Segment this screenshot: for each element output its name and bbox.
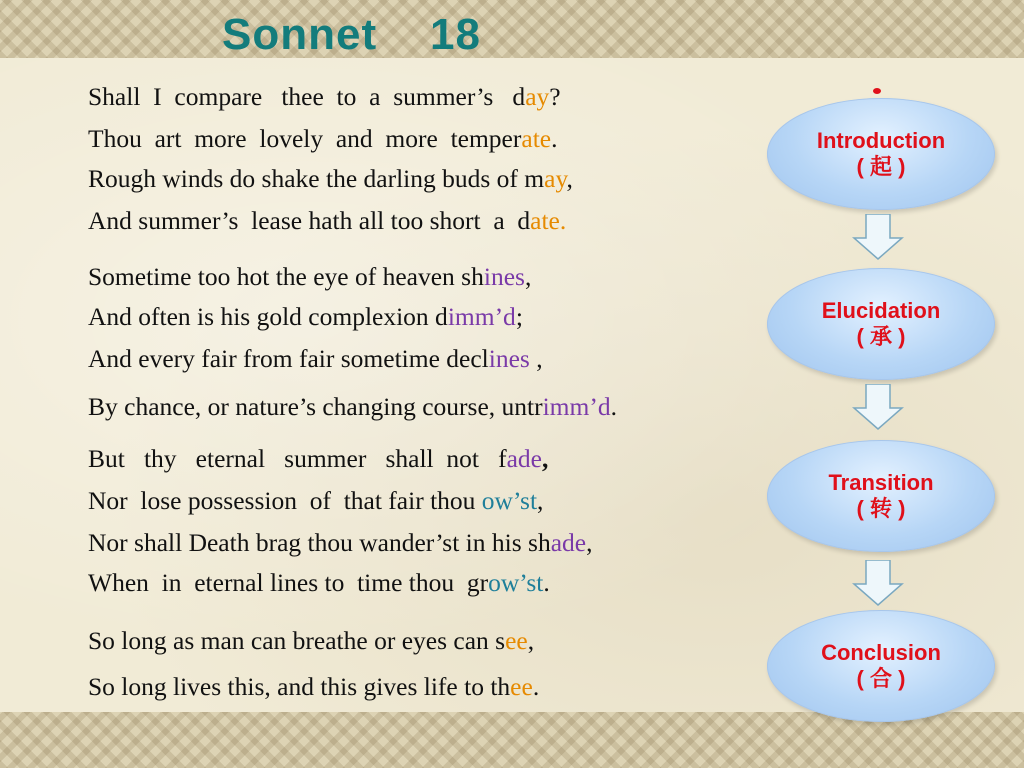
- line-segment: ,: [524, 262, 532, 291]
- line-segment: ?: [549, 82, 561, 111]
- poem-line: [88, 626, 534, 656]
- stage-transition: [767, 440, 995, 552]
- poem-line: [88, 392, 617, 422]
- rhyme-segment: ate: [521, 124, 552, 153]
- line-segment: ,: [586, 528, 593, 557]
- rhyme-segment: ow’st: [488, 568, 544, 597]
- stage-elucidation: [767, 268, 995, 380]
- line-segment: .: [610, 392, 617, 421]
- poem-line: [88, 206, 566, 236]
- stage-chinese-label: ( 承 ): [856, 324, 906, 349]
- line-segment: .: [543, 568, 550, 597]
- line-segment: When in eternal lines to time thou gr: [88, 568, 489, 597]
- poem-line: [88, 262, 531, 292]
- stage-conclusion: [767, 610, 995, 722]
- poem-line: [88, 486, 543, 516]
- slide-title: Sonnet 18: [222, 10, 481, 59]
- stage-chinese-label: ( 起 ): [856, 154, 906, 179]
- rhyme-segment: ines: [483, 262, 525, 291]
- line-segment: .: [532, 672, 540, 701]
- line-segment: So long lives this, and this gives life to th: [88, 672, 511, 701]
- line-segment: Nor lose possession of that fair thou: [88, 486, 482, 515]
- line-segment: Thou art more lovely and more temper: [88, 124, 522, 153]
- line-segment: Shall I compare thee to a summer’s d: [88, 82, 526, 111]
- line-segment: So long as man can breathe or eyes can s: [88, 626, 506, 655]
- line-segment: Sometime too hot the eye of heaven sh: [88, 262, 484, 291]
- rhyme-segment: ee: [505, 626, 528, 655]
- stage-label: Introduction: [816, 128, 946, 153]
- line-segment: ,: [529, 344, 543, 373]
- line-segment: And summer’s lease hath all too short a d: [88, 206, 531, 235]
- stage-introduction: [767, 98, 995, 210]
- decorative-top-border: [0, 0, 1024, 58]
- line-segment: ,: [527, 626, 535, 655]
- down-arrow-icon: [852, 560, 904, 606]
- line-segment: Nor shall Death brag thou wander’st in his sh: [88, 528, 551, 557]
- stage-chinese-label: ( 合 ): [856, 666, 906, 691]
- line-segment: ,: [537, 486, 544, 515]
- line-segment: ,: [566, 164, 573, 193]
- line-segment: And often is his gold complexion d: [88, 302, 448, 331]
- rhyme-segment: imm’d: [542, 392, 611, 421]
- rhyme-segment: imm’d: [447, 302, 516, 331]
- line-segment: Rough winds do shake the darling buds of m: [88, 164, 545, 193]
- rhyme-segment: ade: [506, 444, 542, 473]
- poem-line: [88, 672, 539, 702]
- stage-label: Elucidation: [821, 298, 941, 323]
- rhyme-segment: ate.: [530, 206, 567, 235]
- rhyme-segment: ay: [544, 164, 567, 193]
- stage-label: Transition: [828, 470, 934, 495]
- line-segment: By chance, or nature’s changing course, untr: [88, 392, 543, 421]
- stage-chinese-label: ( 转 ): [856, 496, 906, 521]
- down-arrow-icon: [852, 384, 904, 430]
- poem-line: [88, 82, 561, 112]
- stage-label: Conclusion: [821, 640, 941, 665]
- line-segment: And every fair from fair sometime decl: [88, 344, 489, 373]
- line-segment: ;: [515, 302, 523, 331]
- poem-line: [88, 528, 592, 558]
- poem-line: [88, 568, 550, 598]
- rhyme-segment: ade: [550, 528, 587, 557]
- decorative-dot: [873, 88, 881, 94]
- rhyme-segment: ines: [488, 344, 530, 373]
- line-segment: .: [551, 124, 558, 153]
- poem-line: [88, 302, 523, 332]
- rhyme-segment: ow’st: [481, 486, 538, 515]
- rhyme-segment: ee: [510, 672, 533, 701]
- line-segment: But thy eternal summer shall not f: [88, 444, 507, 473]
- poem-line: [88, 344, 543, 374]
- rhyme-segment: ,: [541, 444, 549, 473]
- rhyme-segment: ay: [525, 82, 550, 111]
- down-arrow-icon: [852, 214, 904, 260]
- poem-line: [88, 124, 557, 154]
- poem-line: [88, 164, 573, 194]
- poem-line: [88, 444, 548, 474]
